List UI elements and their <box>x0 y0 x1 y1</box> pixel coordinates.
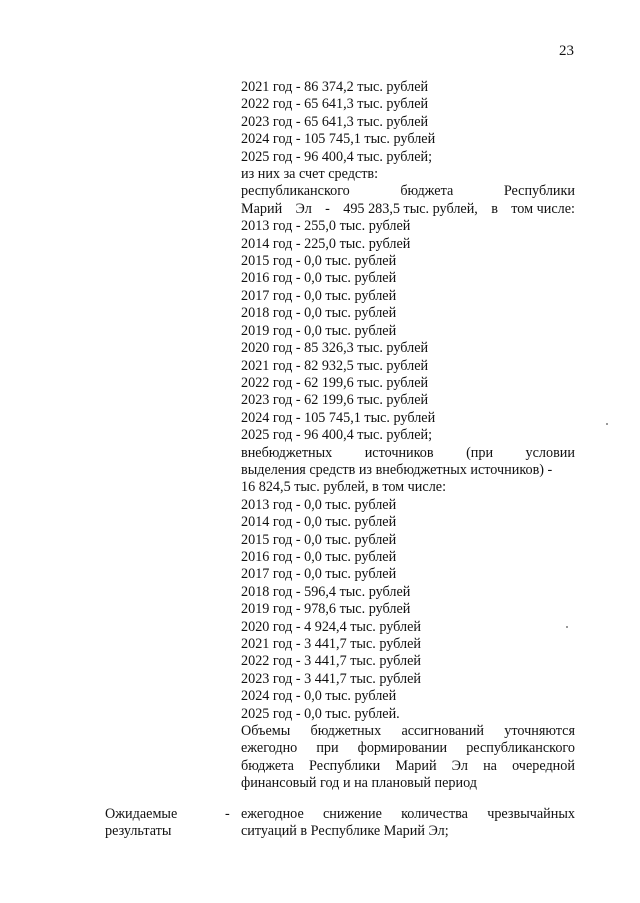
word: Республики <box>503 183 575 200</box>
word: бюджетных <box>310 723 382 740</box>
word: источников <box>364 444 434 461</box>
word: Республики <box>309 757 381 774</box>
year-line: 2015 год - 0,0 тыс. рублей <box>241 253 397 270</box>
word: формировании <box>357 740 448 757</box>
sources-intro: из них за счет средств: <box>241 166 379 183</box>
word: чрезвычайных <box>487 806 575 822</box>
word: бюджета <box>400 183 454 200</box>
word: том числе: <box>511 200 575 217</box>
year-line: 2017 год - 0,0 тыс. рублей <box>241 566 397 583</box>
year-line: 2021 год - 82 932,5 тыс. рублей <box>241 357 429 374</box>
word: 495 283,5 тыс. рублей, <box>343 200 478 217</box>
year-line: 2015 год - 0,0 тыс. рублей <box>241 531 397 548</box>
year-line: 2014 год - 225,0 тыс. рублей <box>241 235 411 252</box>
republic-budget-heading <box>241 183 575 218</box>
funding-details <box>241 79 575 793</box>
word: на <box>483 757 497 774</box>
year-line: 2024 год - 105 745,1 тыс. рублей <box>241 409 436 426</box>
expected-results-text <box>241 806 575 841</box>
results-line: ситуаций в Республике Марий Эл; <box>241 823 449 840</box>
year-line: 2025 год - 0,0 тыс. рублей. <box>241 705 400 722</box>
scan-speck <box>566 626 568 628</box>
extrabudget-years-block <box>241 497 575 723</box>
extrabudget-total: 16 824,5 тыс. рублей, в том числе: <box>241 479 447 496</box>
year-line: 2013 год - 0,0 тыс. рублей <box>241 496 397 513</box>
year-line: 2018 год - 0,0 тыс. рублей <box>241 305 397 322</box>
year-line: 2014 год - 0,0 тыс. рублей <box>241 514 397 531</box>
label-line: результаты <box>105 823 172 840</box>
year-line: 2023 год - 65 641,3 тыс. рублей <box>241 113 429 130</box>
page-number: 23 <box>559 43 574 59</box>
word: Марий <box>395 757 437 774</box>
word: количества <box>401 806 468 822</box>
word: ежегодно <box>241 740 298 757</box>
word: (при <box>466 444 494 461</box>
year-line: 2020 год - 4 924,4 тыс. рублей <box>241 618 421 635</box>
word: Эл <box>451 757 468 774</box>
scan-speck <box>606 423 608 425</box>
year-line: 2022 год - 3 441,7 тыс. рублей <box>241 653 421 670</box>
word: ежегодное <box>241 806 304 822</box>
word: при <box>316 740 339 757</box>
volumes-last-line: финансовый год и на плановый период <box>241 775 478 792</box>
extrabudget-line: выделения средств из внебюджетных источников) - <box>241 461 553 478</box>
year-line: 2023 год - 3 441,7 тыс. рублей <box>241 670 421 687</box>
word: в <box>491 200 498 217</box>
year-line: 2021 год - 3 441,7 тыс. рублей <box>241 636 421 652</box>
year-line: 2016 год - 0,0 тыс. рублей <box>241 548 397 565</box>
republic-years-block <box>241 218 575 444</box>
extrabudget-heading <box>241 445 575 497</box>
word: республиканского <box>241 183 350 200</box>
year-line: 2021 год - 86 374,2 тыс. рублей <box>241 79 429 95</box>
word: очередной <box>512 757 575 774</box>
word: республиканского <box>466 740 575 757</box>
year-line: 2024 год - 0,0 тыс. рублей <box>241 688 397 705</box>
word: Объемы <box>241 723 291 740</box>
word: Марий <box>241 200 283 217</box>
word: уточняются <box>504 723 575 740</box>
word: - <box>325 200 330 217</box>
year-line: 2025 год - 96 400,4 тыс. рублей; <box>241 427 433 444</box>
year-line: 2022 год - 65 641,3 тыс. рублей <box>241 96 429 113</box>
year-line: 2023 год - 62 199,6 тыс. рублей <box>241 392 429 409</box>
year-line: 2016 год - 0,0 тыс. рублей <box>241 270 397 287</box>
word: Эл <box>295 200 312 217</box>
word: снижение <box>322 806 382 822</box>
year-line: 2024 год - 105 745,1 тыс. рублей <box>241 131 436 148</box>
word: бюджета <box>241 757 294 774</box>
word: условии <box>525 444 575 461</box>
year-line: 2019 год - 0,0 тыс. рублей <box>241 322 397 339</box>
year-line: 2013 год - 255,0 тыс. рублей <box>241 218 411 235</box>
expected-results-label <box>105 806 205 841</box>
word: внебюджетных <box>241 444 333 461</box>
volumes-note <box>241 723 575 793</box>
total-years-block <box>241 79 575 183</box>
year-line: 2020 год - 85 326,3 тыс. рублей <box>241 340 429 357</box>
label-line: Ожидаемые <box>105 806 178 822</box>
year-line: 2025 год - 96 400,4 тыс. рублей; <box>241 148 433 165</box>
year-line: 2022 год - 62 199,6 тыс. рублей <box>241 374 429 391</box>
word: ассигнований <box>401 723 485 740</box>
year-line: 2018 год - 596,4 тыс. рублей <box>241 583 411 600</box>
year-line: 2019 год - 978,6 тыс. рублей <box>241 601 411 618</box>
year-line: 2017 год - 0,0 тыс. рублей <box>241 287 397 304</box>
results-dash: - <box>225 806 230 822</box>
